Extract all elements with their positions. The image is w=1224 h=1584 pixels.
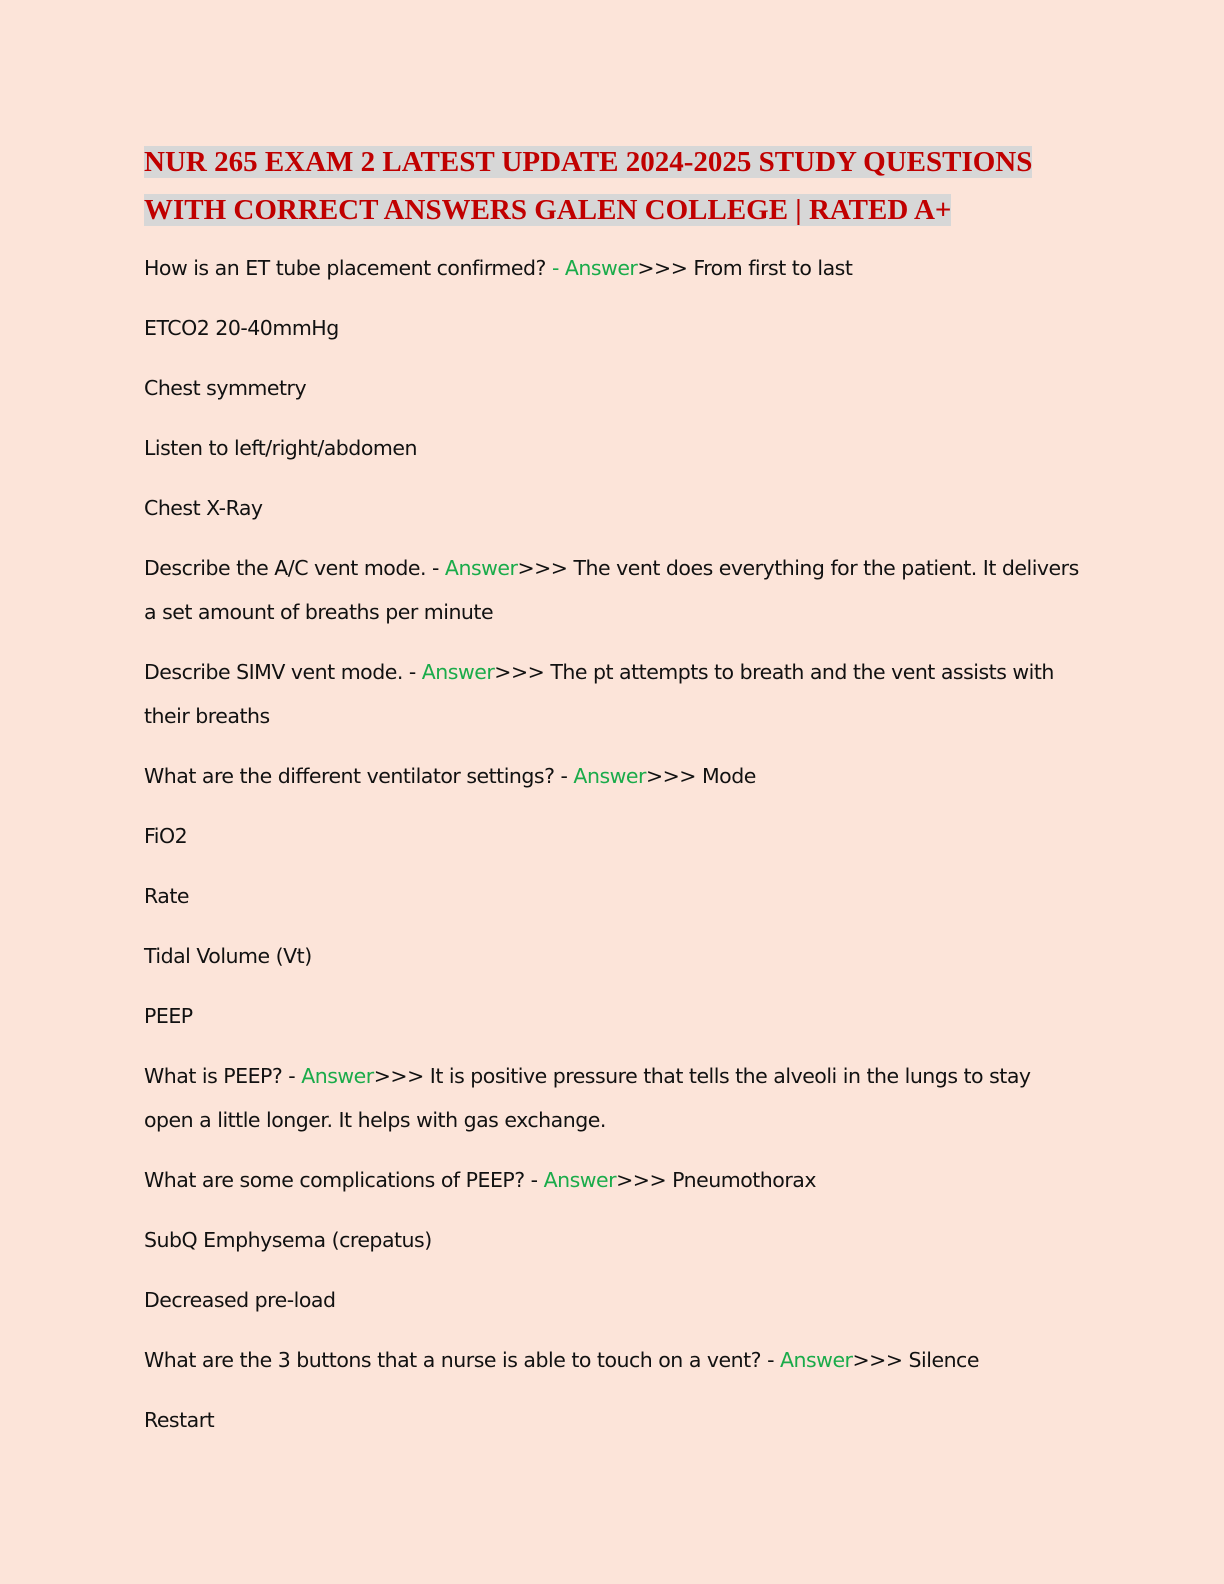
answer-text: Listen to left/right/abdomen	[144, 436, 417, 460]
paragraph	[144, 1218, 1084, 1262]
question-text: Describe the A/C vent mode. -	[144, 556, 445, 580]
answer-label: Answer	[543, 1168, 617, 1192]
answer-text: Rate	[144, 884, 190, 908]
question-text: Describe SIMV vent mode. -	[144, 660, 422, 684]
answer-text: >>> The vent does everything for the patient. It delivers a set amount of breaths per minute	[144, 556, 1079, 624]
qa-content	[144, 246, 1084, 1442]
question-text: What are the different ventilator settings? -	[144, 764, 574, 788]
question-text: What are the 3 buttons that a nurse is able to touch on a vent? -	[144, 1348, 780, 1372]
answer-text: >>> It is positive pressure that tells the alveoli in the lungs to stay open a little longer. It helps with gas exchange.	[144, 1064, 1031, 1132]
answer-text: FiO2	[144, 824, 188, 848]
answer-text: Chest X-Ray	[144, 496, 263, 520]
answer-text: ETCO2 20-40mmHg	[144, 316, 339, 340]
paragraph	[144, 546, 1084, 634]
answer-label: Answer	[779, 1348, 853, 1372]
paragraph	[144, 754, 1084, 798]
document-title	[144, 138, 1084, 234]
answer-label: Answer	[444, 556, 518, 580]
paragraph	[144, 1398, 1084, 1442]
paragraph	[144, 306, 1084, 350]
paragraph	[144, 994, 1084, 1038]
question-text: What are some complications of PEEP? -	[144, 1168, 544, 1192]
paragraph	[144, 1278, 1084, 1322]
answer-label: Answer	[301, 1064, 374, 1088]
title-line-1: NUR 265 EXAM 2 LATEST UPDATE 2024-2025 STUDY QUESTIONS	[144, 146, 1033, 178]
paragraph	[144, 874, 1084, 918]
paragraph	[144, 1054, 1084, 1142]
paragraph	[144, 1158, 1084, 1202]
question-text: How is an ET tube placement confirmed?	[144, 256, 552, 280]
answer-label: Answer	[573, 764, 646, 788]
paragraph	[144, 366, 1084, 410]
paragraph	[144, 1338, 1084, 1382]
answer-text: Decreased pre-load	[144, 1288, 336, 1312]
answer-text: Tidal Volume (Vt)	[144, 944, 312, 968]
paragraph	[144, 486, 1084, 530]
answer-text: >>> Mode	[645, 764, 756, 788]
paragraph	[144, 934, 1084, 978]
paragraph	[144, 426, 1084, 470]
question-text: What is PEEP? -	[144, 1064, 302, 1088]
answer-text: Chest symmetry	[144, 376, 307, 400]
answer-text: >>> From first to last	[637, 256, 853, 280]
answer-text: >>> The pt attempts to breath and the vent assists with their breaths	[144, 660, 1054, 728]
paragraph	[144, 246, 1084, 290]
answer-text: >>> Silence	[852, 1348, 979, 1372]
paragraph	[144, 650, 1084, 738]
answer-text: >>> Pneumothorax	[616, 1168, 816, 1192]
answer-text: PEEP	[144, 1004, 193, 1028]
answer-text: SubQ Emphysema (crepatus)	[144, 1228, 432, 1252]
title-line-2: WITH CORRECT ANSWERS GALEN COLLEGE | RATED A+	[144, 194, 952, 226]
answer-label: Answer	[421, 660, 495, 684]
paragraph	[144, 814, 1084, 858]
answer-text: Restart	[144, 1408, 215, 1432]
answer-label: - Answer	[551, 256, 638, 280]
document-page	[144, 138, 1084, 1458]
